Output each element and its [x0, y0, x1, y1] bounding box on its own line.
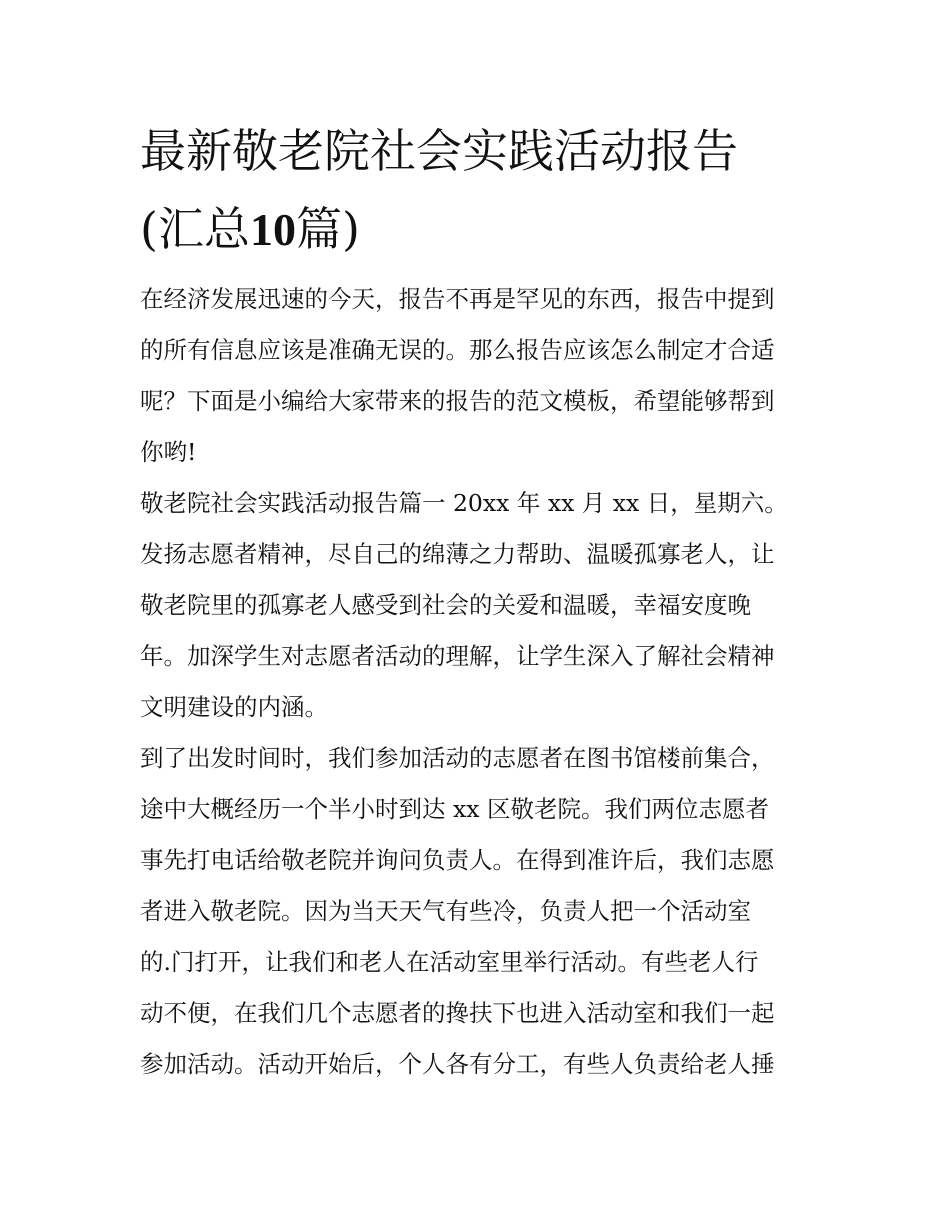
title-line-1: 最新敬老院社会实践活动报告 [140, 124, 738, 178]
body-line: 的所有信息应该是准确无误的。那么报告应该怎么制定才合适 [140, 336, 775, 364]
body-line: 你哟! [140, 438, 197, 466]
body-line: 参加活动。活动开始后，个人各有分工，有些人负责给老人捶 [140, 1050, 775, 1078]
body-line: 敬老院里的孤寡老人感受到社会的关爱和温暖，幸福安度晚 [140, 591, 751, 619]
body-line: 敬老院社会实践活动报告篇一 20xx 年 xx 月 xx 日，星期六。 [140, 489, 788, 517]
title-line-2-number: 10 [249, 204, 296, 255]
body-line: 事先打电话给敬老院并询问负责人。在得到准许后，我们志愿 [140, 846, 775, 874]
body-line: 到了出发时间时，我们参加活动的志愿者在图书馆楼前集合， [140, 744, 775, 772]
body-line: 者进入敬老院。因为当天天气有些冷，负责人把一个活动室 [140, 897, 751, 925]
document-title [140, 112, 830, 269]
title-line-2-open: (汇总 [140, 202, 250, 256]
body-line: 在经济发展迅速的今天，报告不再是罕见的东西，报告中提到 [140, 285, 775, 313]
body-line: 呢？下面是小编给大家带来的报告的范文模板，希望能够帮到 [140, 387, 775, 415]
body-line: 动不便，在我们几个志愿者的搀扶下也进入活动室和我们一起 [140, 999, 775, 1027]
body-line: 的.门打开，让我们和老人在活动室里举行活动。有些老人行 [140, 948, 759, 976]
body-line: 途中大概经历一个半小时到达 xx 区敬老院。我们两位志愿者 [140, 795, 769, 823]
body-line: 发扬志愿者精神，尽自己的绵薄之力帮助、温暖孤寡老人，让 [140, 540, 775, 568]
title-line-2 [140, 190, 830, 269]
body-line: 年。加深学生对志愿者活动的理解，让学生深入了解社会精神 [140, 642, 775, 670]
title-line-2-close: 篇) [295, 202, 360, 256]
body-line: 文明建设的内涵。 [140, 693, 328, 721]
